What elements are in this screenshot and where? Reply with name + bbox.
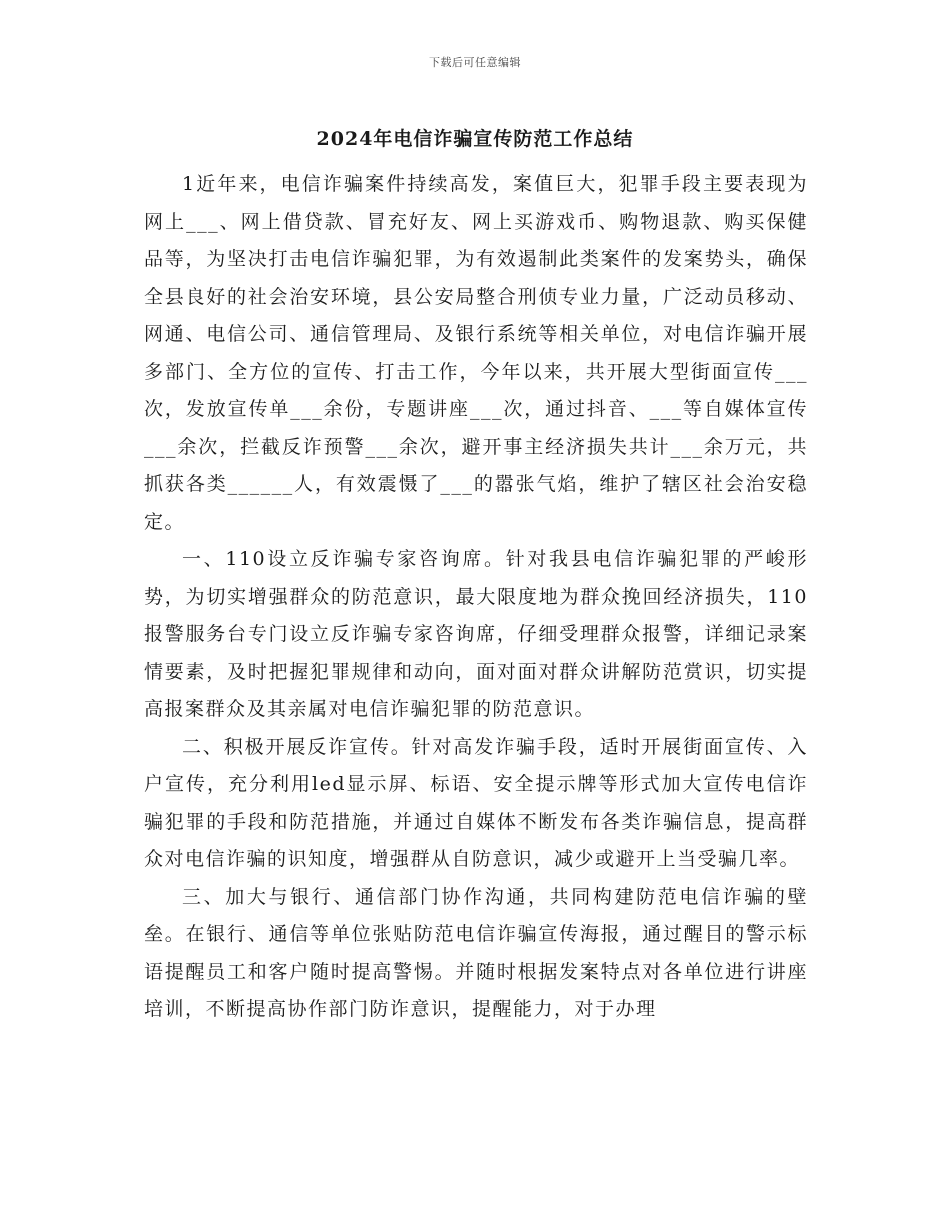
- paragraph-intro: 1近年来，电信诈骗案件持续高发，案值巨大，犯罪手段主要表现为网上___、网上借贷款、冒充好友、网上买游戏币、购物退款、购买保健品等，为坚决打击电信诈骗犯罪，为有效遏制此类案件的发案势头，确保全县良好的社会治安环境，县公安局整合刑侦专业力量，广泛动员移动、网通、电信公司、通信管理局、及银行系统等相关单位，对电信诈骗开展多部门、全方位的宣传、打击工作，今年以来，共开展大型街面宣传___次，发放宣传单___余份，专题讲座___次，通过抖音、___等自媒体宣传___余次，拦截反诈预警___余次，避开事主经济损失共计___余万元，共抓获各类______人，有效震慑了___的嚣张气焰，维护了辖区社会治安稳定。: [144, 173, 808, 533]
- paragraph-section-2: 二、积极开展反诈宣传。针对高发诈骗手段，适时开展街面宣传、入户宣传，充分利用led显示屏、标语、安全提示牌等形式加大宣传电信诈骗犯罪的手段和防范措施，并通过自媒体不断发布各类诈骗信息，提高群众对电信诈骗的识知度，增强群从自防意识，减少或避开上当受骗几率。: [144, 735, 808, 870]
- header-note: 下载后可任意编辑: [429, 56, 521, 69]
- paragraph-section-3: 三、加大与银行、通信部门协作沟通，共同构建防范电信诈骗的壁垒。在银行、通信等单位张贴防范电信诈骗宣传海报，通过醒目的警示标语提醒员工和客户随时提高警惕。并随时根据发案特点对各单位进行讲座培训，不断提高协作部门防诈意识，提醒能力，对于办理: [144, 885, 808, 1020]
- document-title: 2024年电信诈骗宣传防范工作总结: [316, 128, 634, 150]
- document-body: [144, 166, 808, 1029]
- paragraph-section-1: 一、110设立反诈骗专家咨询席。针对我县电信诈骗犯罪的严峻形势，为切实增强群众的防范意识，最大限度地为群众挽回经济损失，110报警服务台专门设立反诈骗专家咨询席，仔细受理群众报警，详细记录案情要素，及时把握犯罪规律和动向，面对面对群众讲解防范赏识，切实提高报案群众及其亲属对电信诈骗犯罪的防范意识。: [144, 548, 808, 720]
